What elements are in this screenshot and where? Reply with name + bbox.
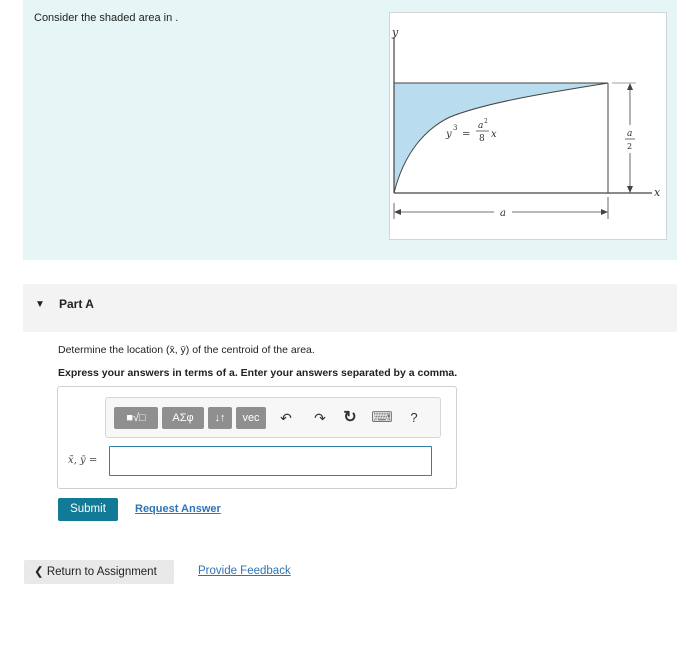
answer-label: x̄, ȳ = xyxy=(68,455,98,466)
provide-feedback-link[interactable]: Provide Feedback xyxy=(198,565,291,577)
undo-icon[interactable]: ↶ xyxy=(280,410,292,426)
svg-text:y: y xyxy=(446,129,452,140)
answer-box xyxy=(57,386,457,489)
curve-equation xyxy=(445,118,497,144)
part-title: Part A xyxy=(59,297,94,311)
svg-text:2: 2 xyxy=(484,118,488,125)
height-arrow-bottom xyxy=(627,186,633,193)
height-arrow-top xyxy=(627,83,633,90)
area-diagram xyxy=(390,13,666,239)
shaded-area xyxy=(394,83,608,193)
help-button[interactable]: ? xyxy=(410,410,418,425)
width-label: a xyxy=(500,208,506,219)
problem-panel xyxy=(23,0,677,260)
svg-text:8: 8 xyxy=(479,134,485,144)
svg-text:=: = xyxy=(462,129,471,140)
reset-icon[interactable]: ↻ xyxy=(343,409,357,426)
y-axis-label: y xyxy=(392,26,399,39)
collapse-caret-icon[interactable]: ▼ xyxy=(35,299,45,310)
templates-button[interactable]: ■√□ xyxy=(114,407,158,429)
instruction-text: Express your answers in terms of a. Enter your answers separated by a comma. xyxy=(58,367,458,379)
answer-input[interactable] xyxy=(109,446,432,476)
height-label xyxy=(624,125,636,153)
math-toolbar xyxy=(105,397,441,438)
question-text: Determine the location (x̄, ȳ) of the centroid of the area. xyxy=(58,344,315,356)
svg-text:x: x xyxy=(491,129,497,140)
arrows-button[interactable]: ↓↑ xyxy=(208,407,232,429)
svg-text:a: a xyxy=(478,121,484,131)
redo-icon[interactable]: ↷ xyxy=(314,410,326,426)
width-arrow-left xyxy=(394,209,401,215)
keyboard-icon[interactable]: ⌨ xyxy=(371,409,393,426)
width-arrow-right xyxy=(601,209,608,215)
problem-text: Consider the shaded area in . xyxy=(34,12,179,24)
request-answer-link[interactable]: Request Answer xyxy=(135,503,221,515)
greek-symbols-button[interactable]: ΑΣφ xyxy=(162,407,204,429)
svg-text:3: 3 xyxy=(453,124,458,132)
vector-button[interactable]: vec xyxy=(236,407,266,429)
part-a-header[interactable] xyxy=(23,284,677,332)
svg-text:2: 2 xyxy=(627,142,633,151)
return-to-assignment-button[interactable] xyxy=(24,560,174,584)
x-axis-label: x xyxy=(654,186,661,199)
submit-button[interactable]: Submit xyxy=(58,498,118,521)
svg-text:a: a xyxy=(627,129,633,139)
return-label: ❮ Return to Assignment xyxy=(34,566,157,578)
area-figure xyxy=(389,12,667,240)
